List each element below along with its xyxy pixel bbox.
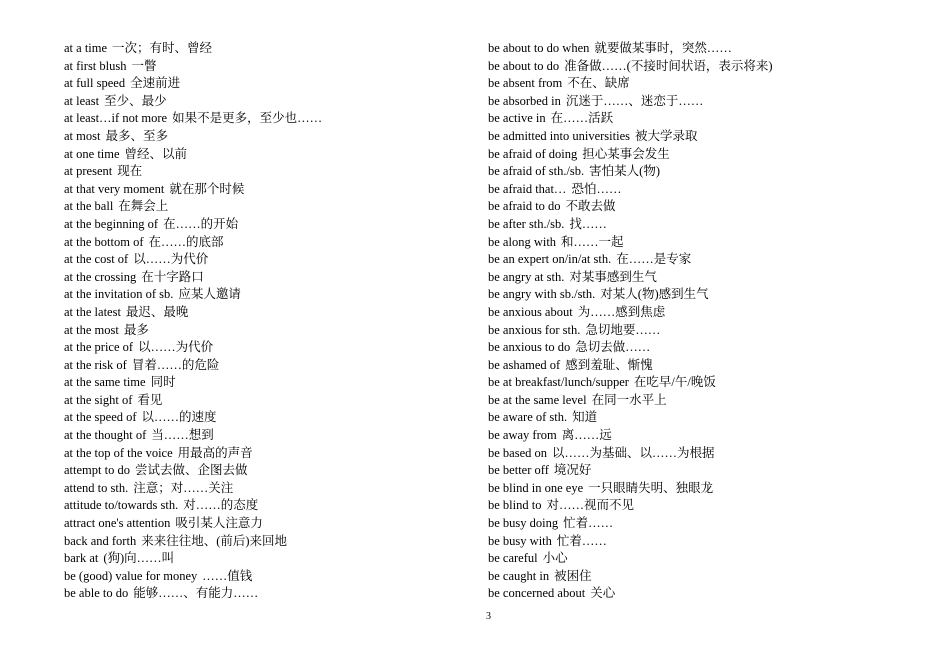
chinese-meaning: 为……感到焦虑 [577,304,666,319]
english-phrase: at most [64,128,101,143]
english-phrase: bark at [64,551,99,566]
chinese-meaning: 害怕某人(物) [589,164,660,179]
phrase-entry [488,497,928,515]
chinese-meaning: 恐怕…… [571,181,622,196]
phrase-entry [488,286,928,304]
english-phrase: at the sight of [64,392,133,407]
chinese-meaning: (狗)向……叫 [103,551,175,566]
chinese-meaning: 忙着…… [556,533,607,548]
phrase-entry [64,497,474,515]
chinese-meaning: 在十字路口 [141,269,204,284]
english-phrase: be afraid of sth./sb. [488,164,585,179]
chinese-meaning: 感到羞耻、惭愧 [565,357,653,372]
chinese-meaning: 被大学录取 [635,128,698,143]
english-phrase: at the cost of [64,252,129,267]
phrase-entry [64,445,474,463]
phrase-entry [64,515,474,533]
phrase-entry [64,462,474,480]
phrase-entry [488,234,928,252]
chinese-meaning: 找…… [569,216,607,231]
chinese-meaning: 用最高的声音 [177,445,253,460]
english-phrase: at least [64,93,100,108]
phrase-entry [64,40,474,58]
phrase-entry [488,392,928,410]
english-phrase: at the latest [64,304,121,319]
chinese-meaning: 在同一水平上 [591,392,667,407]
english-phrase: be at the same level [488,392,587,407]
right-phrase-column [488,40,928,603]
english-phrase: at the bottom of [64,234,144,249]
chinese-meaning: 当……想到 [151,428,214,443]
english-phrase: attend to sth. [64,480,129,495]
phrase-entry [64,409,474,427]
english-phrase: be busy doing [488,516,559,531]
phrase-entry [488,146,928,164]
english-phrase: at least…if not more [64,111,168,126]
english-phrase: at the invitation of sb. [64,287,174,302]
chinese-meaning: 如果不是更多，至少也…… [172,111,323,126]
english-phrase: be an expert on/in/at sth. [488,252,612,267]
chinese-meaning: 以……为基础、以……为根据 [552,445,715,460]
chinese-meaning: 担心某事会发生 [582,146,670,161]
chinese-meaning: 能够……、有能力…… [133,586,259,601]
phrase-entry [488,427,928,445]
chinese-meaning: 在……是专家 [616,252,692,267]
english-phrase: be anxious for sth. [488,322,581,337]
english-phrase: be busy with [488,533,552,548]
phrase-entry [64,533,474,551]
english-phrase: be anxious to do [488,340,571,355]
english-phrase: back and forth [64,533,137,548]
english-phrase: be away from [488,428,557,443]
english-phrase: be about to do [488,58,560,73]
english-phrase: be based on [488,445,548,460]
english-phrase: be (good) value for money [64,568,198,583]
english-phrase: be blind to [488,498,542,513]
chinese-meaning: 不敢去做 [565,199,616,214]
chinese-meaning: 在舞会上 [118,199,169,214]
phrase-entry [64,75,474,93]
chinese-meaning: 知道 [572,410,598,425]
chinese-meaning: 沉迷于……、迷恋于…… [565,93,704,108]
chinese-meaning: 急切地要…… [585,322,661,337]
phrase-entry [64,163,474,181]
chinese-meaning: 全速前进 [130,76,181,91]
english-phrase: at first blush [64,58,127,73]
english-phrase: at the price of [64,340,134,355]
phrase-entry [64,427,474,445]
chinese-meaning: 一只眼睛失明、独眼龙 [588,480,714,495]
phrase-entry [64,357,474,375]
phrase-entry [488,75,928,93]
phrase-entry [488,480,928,498]
english-phrase: at present [64,164,113,179]
chinese-meaning: 离……远 [561,428,612,443]
phrase-entry [488,357,928,375]
phrase-entry [64,286,474,304]
phrase-entry [64,234,474,252]
phrase-entry [488,198,928,216]
phrase-entry [64,339,474,357]
chinese-meaning: 尝试去做、企图去做 [134,463,248,478]
english-phrase: be admitted into universities [488,128,630,143]
phrase-entry [488,93,928,111]
chinese-meaning: 至少、最少 [104,93,167,108]
chinese-meaning: 对……视而不见 [546,498,634,513]
chinese-meaning: 不在、缺席 [567,76,630,91]
chinese-meaning: 以……为代价 [138,340,214,355]
chinese-meaning: 冒着……的危险 [131,357,220,372]
chinese-meaning: 和……一起 [561,234,624,249]
phrase-entry [64,128,474,146]
chinese-meaning: 看见 [137,392,163,407]
english-phrase: be better off [488,463,549,478]
phrase-entry [64,251,474,269]
english-phrase: be along with [488,234,557,249]
english-phrase: be afraid to do [488,199,561,214]
english-phrase: at full speed [64,76,126,91]
english-phrase: at the most [64,322,119,337]
english-phrase: be anxious about [488,304,573,319]
chinese-meaning: 在吃早/午/晚饭 [633,375,716,390]
english-phrase: be concerned about [488,586,586,601]
english-phrase: be careful [488,551,538,566]
chinese-meaning: 在……活跃 [550,111,614,126]
english-phrase: at a time [64,41,108,55]
phrase-entry [488,550,928,568]
chinese-meaning: 现在 [117,164,143,179]
english-phrase: attitude to/towards sth. [64,498,179,513]
phrase-entry [64,480,474,498]
chinese-meaning: 对某事感到生气 [569,269,657,284]
phrase-entry [488,269,928,287]
phrase-entry [488,445,928,463]
english-phrase: attract one's attention [64,516,171,531]
phrase-entry [64,585,474,603]
chinese-meaning: 一瞥 [131,58,157,73]
phrase-entry [488,409,928,427]
chinese-meaning: 境况好 [553,463,592,478]
phrase-entry [488,216,928,234]
chinese-meaning: 最迟、最晚 [125,304,189,319]
chinese-meaning: 曾经、以前 [124,146,188,161]
chinese-meaning: 最多 [123,322,149,337]
chinese-meaning: 同时 [150,375,176,390]
phrase-entry [488,251,928,269]
chinese-meaning: 关心 [590,586,616,601]
english-phrase: be absorbed in [488,93,561,108]
english-phrase: be blind in one eye [488,480,584,495]
chinese-meaning: 就要做某事时，突然…… [594,41,732,55]
english-phrase: be ashamed of [488,357,561,372]
english-phrase: be aware of sth. [488,410,568,425]
english-phrase: be at breakfast/lunch/supper [488,375,629,390]
phrase-entry [488,322,928,340]
phrase-entry [64,216,474,234]
english-phrase: at the crossing [64,269,137,284]
english-phrase: be caught in [488,568,550,583]
phrase-entry [64,93,474,111]
left-phrase-column [64,40,474,603]
chinese-meaning: 急切去做…… [575,340,651,355]
phrase-entry [488,515,928,533]
english-phrase: be active in [488,111,546,126]
phrase-entry [64,304,474,322]
chinese-meaning: 忙着…… [563,516,614,531]
english-phrase: at the thought of [64,428,147,443]
english-phrase: at the ball [64,199,114,214]
phrase-entry [488,339,928,357]
chinese-meaning: 应某人邀请 [178,287,241,302]
english-phrase: at the speed of [64,410,137,425]
phrase-entry [64,146,474,164]
phrase-entry [64,568,474,586]
english-phrase: be afraid of doing [488,146,578,161]
english-phrase: be absent from [488,76,563,91]
english-phrase: be about to do when [488,41,590,55]
english-phrase: at that very moment [64,181,165,196]
english-phrase: attempt to do [64,463,130,478]
chinese-meaning: 在……的底部 [148,234,224,249]
chinese-meaning: 一次；有时、曾经 [112,41,213,55]
english-phrase: at the risk of [64,357,127,372]
english-phrase: at one time [64,146,120,161]
phrase-entry [488,40,928,58]
chinese-meaning: 来来往往地、(前后)来回地 [141,533,288,548]
phrase-entry [64,58,474,76]
chinese-meaning: 准备做……(不接时间状语，表示将来) [564,58,773,73]
phrase-entry [488,58,928,76]
phrase-entry [64,269,474,287]
phrase-entry [488,304,928,322]
chinese-meaning: 在……的开始 [163,216,239,231]
chinese-meaning: 被困住 [554,568,592,583]
phrase-entry [64,550,474,568]
chinese-meaning: 小心 [542,551,568,566]
chinese-meaning: 注意；对……关注 [133,480,234,495]
phrase-entry [64,110,474,128]
phrase-entry [488,374,928,392]
phrase-entry [488,568,928,586]
chinese-meaning: ……值钱 [202,568,253,583]
english-phrase: at the beginning of [64,216,159,231]
phrase-entry [64,181,474,199]
phrase-entry [64,392,474,410]
english-phrase: be after sth./sb. [488,216,565,231]
phrase-entry [488,533,928,551]
phrase-entry [488,462,928,480]
chinese-meaning: 最多、至多 [105,128,168,143]
phrase-entry [64,198,474,216]
phrase-entry [64,374,474,392]
phrase-entry [488,110,928,128]
chinese-meaning: 就在那个时候 [169,181,245,196]
chinese-meaning: 对某人(物)感到生气 [600,287,709,302]
chinese-meaning: 对……的态度 [183,498,259,513]
page-number: 3 [486,611,491,622]
phrase-entry [488,585,928,603]
english-phrase: be able to do [64,586,129,601]
chinese-meaning: 以……为代价 [133,252,209,267]
english-phrase: be angry with sb./sth. [488,287,596,302]
english-phrase: be angry at sth. [488,269,565,284]
english-phrase: be afraid that… [488,181,567,196]
phrase-entry [488,181,928,199]
chinese-meaning: 以……的速度 [141,410,217,425]
english-phrase: at the top of the voice [64,445,173,460]
chinese-meaning: 吸引某人注意力 [175,516,263,531]
phrase-entry [64,322,474,340]
english-phrase: at the same time [64,375,146,390]
phrase-entry [488,128,928,146]
phrase-entry [488,163,928,181]
